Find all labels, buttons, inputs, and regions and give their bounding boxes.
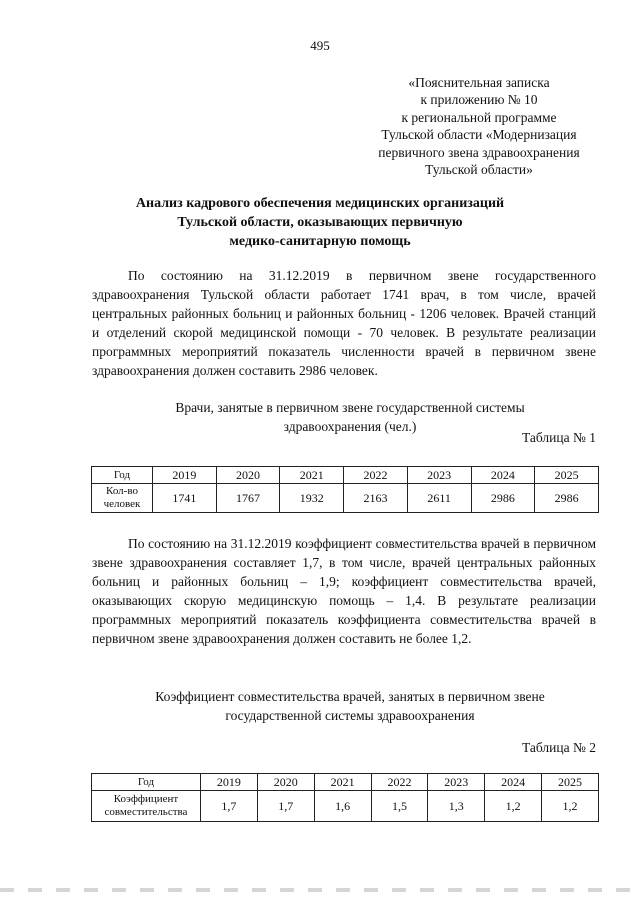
caption-line: государственной системы здравоохранения bbox=[225, 708, 475, 723]
table2-label: Таблица № 2 bbox=[522, 740, 596, 755]
table-combination-coefficient bbox=[91, 773, 599, 822]
value-cell: 1,2 bbox=[542, 791, 599, 822]
row-label-line: совместительства bbox=[104, 806, 188, 818]
value-cell: 2986 bbox=[471, 484, 535, 513]
row-label-line: Коэффициент bbox=[113, 793, 179, 805]
table-row bbox=[92, 791, 599, 822]
paragraph-doctors-count bbox=[92, 266, 596, 380]
header-cell: Год bbox=[92, 467, 153, 484]
value-cell: 1,6 bbox=[314, 791, 371, 822]
value-cell: 1,2 bbox=[485, 791, 542, 822]
row-label-cell bbox=[92, 484, 153, 513]
header-cell: 2024 bbox=[485, 774, 542, 791]
page-number: 495 bbox=[310, 38, 330, 53]
scan-edge-artifact bbox=[0, 888, 640, 892]
document-title bbox=[90, 194, 550, 251]
header-cell: 2021 bbox=[314, 774, 371, 791]
table-row bbox=[92, 484, 599, 513]
header-cell: 2022 bbox=[371, 774, 428, 791]
title-line: Тульской области, оказывающих первичную bbox=[177, 215, 463, 230]
note-line: к региональной программе bbox=[401, 109, 557, 125]
header-cell: 2019 bbox=[201, 774, 258, 791]
title-line: Анализ кадрового обеспечения медицинских организаций bbox=[135, 196, 505, 211]
value-cell: 2611 bbox=[407, 484, 471, 513]
table-header-row bbox=[92, 774, 599, 791]
header-cell: 2020 bbox=[257, 774, 314, 791]
paragraph-combination-coefficient bbox=[92, 534, 596, 648]
value-cell: 1,7 bbox=[257, 791, 314, 822]
row-label-line: человек bbox=[103, 498, 141, 510]
table2-caption bbox=[130, 687, 570, 725]
header-cell: 2025 bbox=[542, 774, 599, 791]
explanatory-note-header bbox=[350, 74, 608, 178]
paragraph-text: По состоянию на 31.12.2019 в первичном звене государственного здравоохранения Тульской области работает 1741 врач, в том числе, врачей центральных районных больниц и районных больниц - 1206 человек. Врачей станций и отделений скорой медицинской помощи - 70 человек. В результате реализации программных мероприятий показатель численности врачей в первичном звене здравоохранения должен составить 2986 человек. bbox=[92, 268, 596, 378]
paragraph-text: По состоянию на 31.12.2019 коэффициент совместительства врачей в первичном звене здравоохранения составляет 1,7, в том числе, врачей центральных районных больниц и районных больниц – 1,9; коэффициент совместительства врачей, оказывающих скорую медицинскую помощь – 1,4. В результате реализации программных мероприятий показатель коэффициента совместительства врачей в первичном звене здравоохранения должен составить не более 1,2. bbox=[92, 536, 596, 646]
note-line: Тульской области» bbox=[425, 162, 533, 178]
header-cell: 2023 bbox=[407, 467, 471, 484]
title-line: медико-санитарную помощь bbox=[229, 234, 411, 249]
table1-label: Таблица № 1 bbox=[522, 430, 596, 445]
caption-line: здравоохранения (чел.) bbox=[283, 419, 417, 434]
row-label-cell bbox=[92, 791, 201, 822]
value-cell: 1767 bbox=[216, 484, 280, 513]
header-cell: 2022 bbox=[344, 467, 408, 484]
header-cell: 2024 bbox=[471, 467, 535, 484]
note-line: к приложению № 10 bbox=[420, 92, 538, 108]
header-cell: 2019 bbox=[153, 467, 217, 484]
value-cell: 1741 bbox=[153, 484, 217, 513]
header-cell: 2021 bbox=[280, 467, 344, 484]
table-doctors-count bbox=[91, 466, 599, 513]
value-cell: 1,7 bbox=[201, 791, 258, 822]
caption-line: Врачи, занятые в первичном звене государственной системы bbox=[175, 400, 525, 415]
table-header-row bbox=[92, 467, 599, 484]
note-line: Тульской области «Модернизация bbox=[381, 127, 577, 143]
value-cell: 1,5 bbox=[371, 791, 428, 822]
value-cell: 2986 bbox=[535, 484, 599, 513]
value-cell: 2163 bbox=[344, 484, 408, 513]
caption-line: Коэффициент совместительства врачей, занятых в первичном звене bbox=[155, 689, 545, 704]
header-cell: 2023 bbox=[428, 774, 485, 791]
value-cell: 1932 bbox=[280, 484, 344, 513]
header-cell: Год bbox=[92, 774, 201, 791]
value-cell: 1,3 bbox=[428, 791, 485, 822]
note-line: «Пояснительная записка bbox=[408, 75, 550, 90]
header-cell: 2025 bbox=[535, 467, 599, 484]
row-label-line: Кол-во bbox=[106, 485, 138, 497]
header-cell: 2020 bbox=[216, 467, 280, 484]
note-line: первичного звена здравоохранения bbox=[378, 144, 580, 160]
